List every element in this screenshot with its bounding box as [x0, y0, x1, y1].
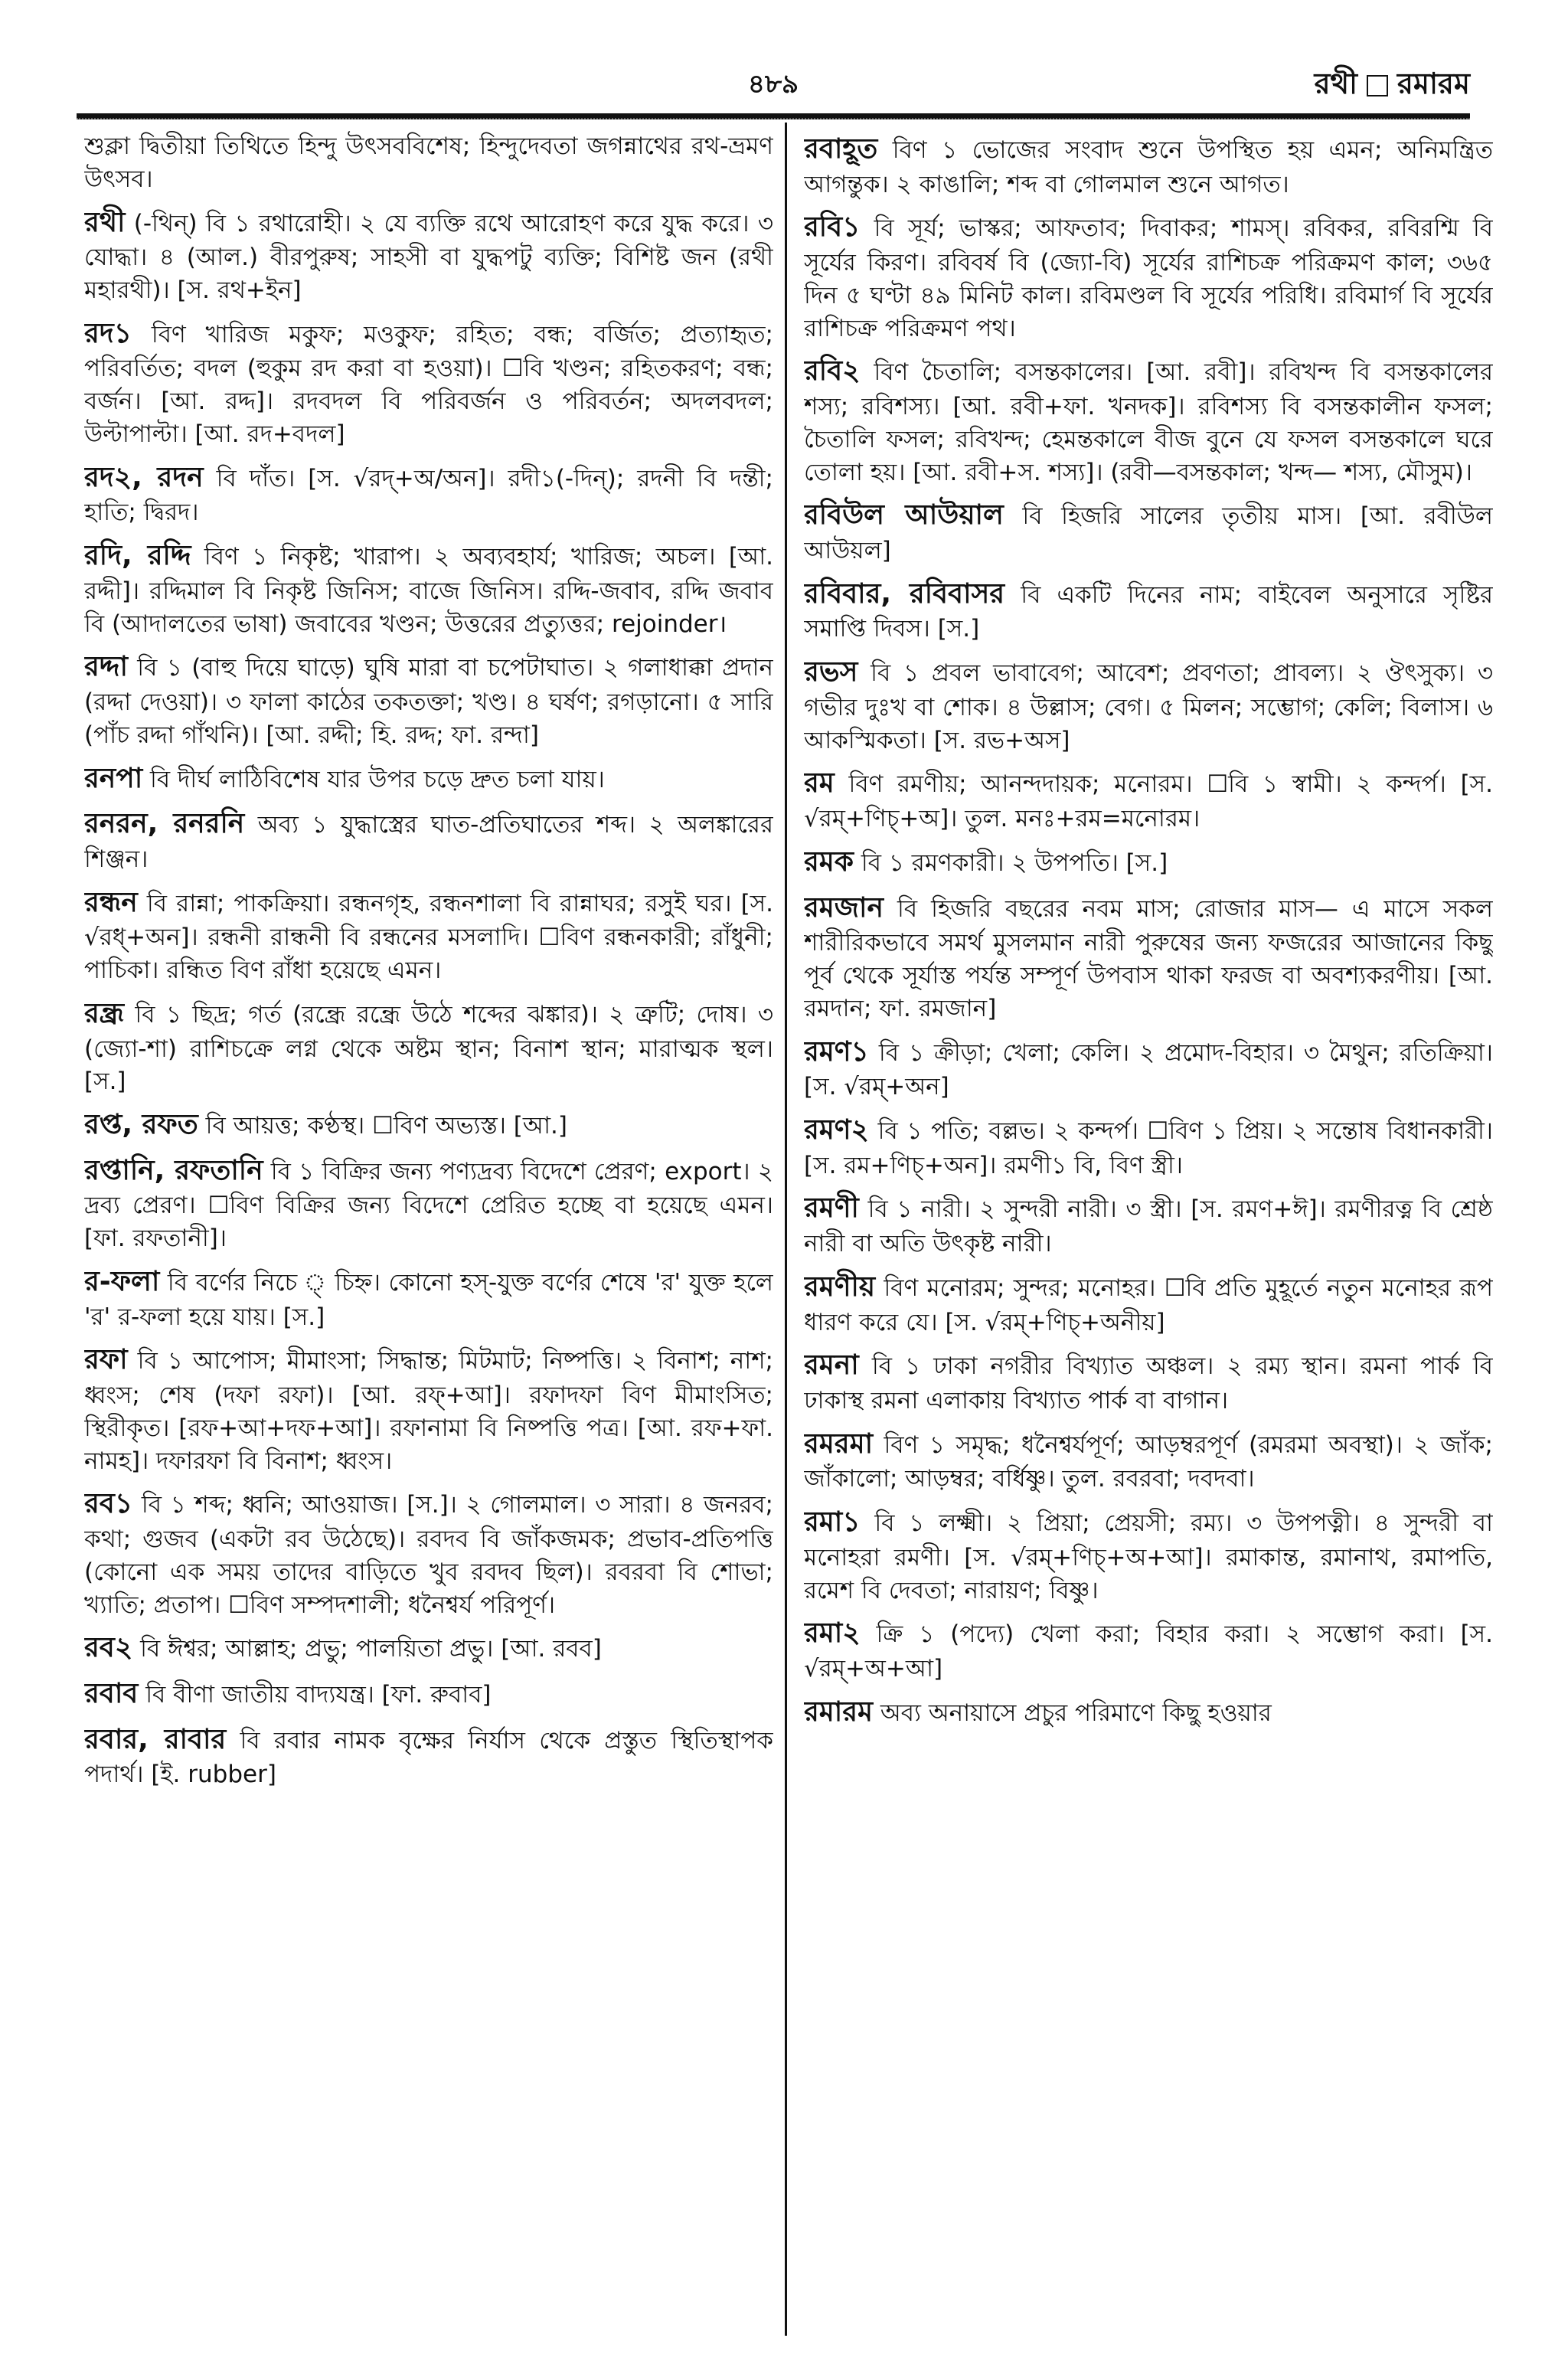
entry-definition: বি হিজরি বছরের নবম মাস; রোজার মাস— এ মাসে সকল শারীরিকভাবে সমর্থ মুসলমান নারী পুরুষের জন্য ফজরের আজানের কিছু পূর্ব থেকে সূর্যাস্ত পর্যন্ত সম্পূর্ণ উপবাস থাকা ফরজ বা অবশ্যকরণীয়। [আ. রমদান; ফা. রমজান] — [804, 894, 1493, 1022]
entry-headword: রমণী — [804, 1192, 859, 1225]
entry-definition: বিণ রমণীয়; আনন্দদায়ক; মনোরম। ☐বি ১ স্বামী। ২ কন্দর্প। [স. √রম্+ণিচ্+অ]। তুল. মনঃ+রম=মনোরম। — [804, 770, 1493, 833]
entry-headword: রব২ — [84, 1632, 133, 1664]
dictionary-entry — [804, 1189, 1493, 1260]
entry-definition: বি একটি দিনের নাম; বাইবেল অনুসারে সৃষ্টির সমাপ্তি দিবস। [স.] — [804, 580, 1493, 643]
dictionary-entry — [84, 760, 773, 798]
dictionary-entry — [84, 315, 773, 451]
entry-definition: বি বীণা জাতীয় বাদ্যযন্ত্র। [ফা. রুবাব] — [145, 1680, 492, 1709]
dictionary-entry — [804, 575, 1493, 646]
entry-headword: রমা১ — [804, 1506, 861, 1539]
dictionary-entry — [84, 1263, 773, 1333]
entry-definition: বিণ চৈতালি; বসন্তকালের। [আ. রবী]। রবিখন্দ বি বসন্তকালের শস্য; রবিশস্য। [আ. রবী+ফা. খনদক]। রবিশস্য বি বসন্তকালীন ফসল; চৈতালি ফসল; রবিখন্দ; হেমন্তকালে বীজ বুনে যে ফসল বসন্তকালে ঘরে তোলা হয়। [আ. রবী+স. শস্য]। (রবী—বসন্তকাল; খন্দ— শস্য, মৌসুম)। — [804, 358, 1493, 486]
entry-definition: বি হিজরি সালের তৃতীয় মাস। [আ. রবীউল আউয়ল] — [804, 502, 1493, 565]
entry-definition: বিণ ১ নিকৃষ্ট; খারাপ। ২ অব্যবহার্য; খারিজ; অচল। [আ. রদ্দী]। রদ্দিমাল বি নিকৃষ্ট জিনিস; বাজে জিনিস। রদ্দি-জবাব, রদ্দি জবাব বি (আদালতের ভাষা) জবাবের খণ্ডন; উত্তরের প্রত্যুত্তর; rejoinder। — [84, 543, 773, 638]
entry-headword: রমারম — [804, 1695, 874, 1728]
dictionary-entry — [804, 1614, 1493, 1685]
entry-definition: বিণ মনোরম; সুন্দর; মনোহর। ☐বি প্রতি মুহূর্তে নতুন মনোহর রূপ ধারণ করে যে। [স. √রম্+ণিচ্+অনীয়] — [804, 1274, 1493, 1336]
entry-definition: বি ১ ছিদ্র; গর্ত (রন্ধ্রে রন্ধ্রে উঠে শব্দের ঝঙ্কার)। ২ ত্রুটি; দোষ। ৩ (জ্যো-শা) রাশিচক্রে লগ্ন থেকে অষ্টম স্থান; বিনাশ স্থান; মারাত্মক স্থল। [স.] — [84, 1000, 773, 1096]
guide-word-first: রথী — [1314, 67, 1357, 100]
entry-headword: রদ১ — [84, 317, 132, 349]
page-number: ৪৮৯ — [747, 69, 799, 100]
dictionary-entry — [804, 208, 1493, 345]
left-column — [84, 130, 773, 2336]
entry-definition: বিণ ১ সমৃদ্ধ; ধনৈশ্বর্যপূর্ণ; আড়ম্বরপূর্ণ (রমরমা অবস্থা)। ২ জাঁক; জাঁকালো; আড়ম্বর; বর্ধিষ্ণু। তুল. রবরবা; দবদবা। — [804, 1431, 1493, 1493]
entry-headword: রবিবার, রবিবাসর — [804, 577, 1005, 610]
entry-headword: রবার, রাবার — [84, 1723, 227, 1755]
dictionary-entry — [804, 1503, 1493, 1607]
entry-definition: বি রবার নামক বৃক্ষের নির্যাস থেকে প্রস্তুত স্থিতিস্থাপক পদার্থ। [ই. rubber] — [84, 1726, 773, 1789]
dictionary-entry — [84, 130, 773, 196]
entry-headword: রবাব — [84, 1677, 139, 1709]
entry-headword: র-ফলা — [84, 1265, 160, 1297]
entry-headword: রফা — [84, 1344, 128, 1376]
dictionary-entry — [804, 764, 1493, 835]
entry-definition: বি ১ ক্রীড়া; খেলা; কেলি। ২ প্রমোদ-বিহার। ৩ মৈথুন; রতিক্রিয়া। [স. √রম্+অন] — [804, 1038, 1493, 1101]
dictionary-entry — [804, 352, 1493, 489]
dictionary-entry — [84, 1341, 773, 1477]
entry-headword: রনপা — [84, 762, 143, 794]
entry-definition: বি দীর্ঘ লাঠিবিশেষ যার উপর চড়ে দ্রুত চলা যায়। — [150, 765, 605, 793]
entry-headword: রদি, রদ্দি — [84, 540, 191, 572]
entry-definition: অব্য অনায়াসে প্রচুর পরিমাণে কিছু হওয়ার — [880, 1699, 1272, 1727]
dictionary-entry — [84, 884, 773, 987]
dictionary-entry — [804, 1033, 1493, 1104]
entry-headword: রমা২ — [804, 1617, 861, 1650]
entry-definition: বি রান্না; পাকক্রিয়া। রন্ধনগৃহ, রন্ধনশালা বি রান্নাঘর; রসুই ঘর। [স. √রধ্+অন]। রন্ধনী রান্ধনী বি রন্ধনের মসলাদি। ☐বিণ রন্ধনকারী; রাঁধুনী; পাচিকা। রন্ধিত বিণ রাঁধা হয়েছে এমন। — [84, 889, 773, 985]
entry-definition: বি ১ শব্দ; ধ্বনি; আওয়াজ। [স.]। ২ গোলমাল। ৩ সারা। ৪ জনরব; কথা; গুজব (একটা রব উঠেছে)। রবদব বি জাঁকজমক; প্রভাব-প্রতিপত্তি (কোনো এক সময় তাদের বাড়িতে খুব রবদব ছিল)। রবরবা বি শোভা; খ্যাতি; প্রতাপ। ☐বিণ সম্পদশালী; ধনৈশ্বর্য পরিপূর্ণ। — [84, 1491, 773, 1619]
entry-headword: রথী — [84, 206, 126, 238]
dictionary-entry — [804, 843, 1493, 881]
entry-definition: (-থিন্) বি ১ রথারোহী। ২ যে ব্যক্তি রথে আরোহণ করে যুদ্ধ করে। ৩ যোদ্ধা। ৪ (আল.) বীরপুরুষ; সাহসী বা যুদ্ধপটু ব্যক্তি; বিশিষ্ট জন (রথী মহারথী)। [স. রথ+ইন] — [84, 209, 773, 304]
column-divider — [785, 123, 787, 2336]
entry-definition: বি ১ প্রবল ভাবাবেগ; আবেশ; প্রবণতা; প্রাবল্য। ২ ঔৎসুক্য। ৩ গভীর দুঃখ বা শোক। ৪ উল্লাস; বেগ। ৫ মিলন; সম্ভোগ; কেলি; বিলাস। ৬ আকস্মিকতা। [স. রভ+অস] — [804, 659, 1493, 754]
entry-definition: শুক্লা দ্বিতীয়া তিথিতে হিন্দু উৎসববিশেষ; হিন্দুদেবতা জগন্নাথের রথ-ভ্রমণ উৎসব। — [84, 132, 773, 193]
guide-separator-icon — [1367, 75, 1388, 96]
entry-headword: রমরমা — [804, 1427, 874, 1460]
entry-headword: রন্ধন — [84, 886, 138, 918]
right-column — [804, 130, 1493, 2336]
entry-headword: রন্ধ্র — [84, 997, 125, 1029]
entry-definition: বিণ ১ ভোজের সংবাদ শুনে উপস্থিত হয় এমন; অনিমন্ত্রিত আগন্তুক। ২ কাঙালি; শব্দ বা গোলমাল শুনে আগত। — [804, 136, 1493, 198]
dictionary-entry — [804, 496, 1493, 567]
entry-definition: বি ঈশ্বর; আল্লাহ; প্রভু; পালয়িতা প্রভু। [আ. রবব] — [140, 1635, 602, 1663]
entry-headword: রমনা — [804, 1349, 859, 1382]
entry-headword: রপ্তানি, রফতানি — [84, 1154, 263, 1186]
dictionary-entry — [804, 889, 1493, 1025]
dictionary-entry — [804, 1111, 1493, 1182]
entry-definition: বি দাঁত। [স. √রদ্+অ/অন]। রদী১(-দিন্); রদনী বি দন্তী; হাতি; দ্বিরদ। — [84, 464, 773, 527]
entry-headword: রবি১ — [804, 211, 861, 244]
entry-definition: বি ১ আপোস; মীমাংসা; সিদ্ধান্ত; মিটমাট; নিষ্পত্তি। ২ বিনাশ; নাশ; ধ্বংস; শেষ (দফা রফা)। [আ. রফ্+আ]। রফাদফা বিণ মীমাংসিত; স্থিরীকৃত। [রফ+আ+দফ+আ]। রফানামা বি নিষ্পত্তি পত্র। [আ. রফ+ফা. নামহ]। দফারফা বি বিনাশ; ধ্বংস। — [84, 1347, 773, 1475]
entry-headword: রভস — [804, 656, 858, 688]
dictionary-entry — [804, 1346, 1493, 1417]
entry-definition: বি ১ (বাহু দিয়ে ঘাড়ে) ঘুষি মারা বা চপেটাঘাত। ২ গলাধাক্কা প্রদান (রদ্দা দেওয়া)। ৩ ফালা কাঠের তকতক্তা; খণ্ড। ৪ ঘর্ষণ; রগড়ানো। ৫ সারি (পাঁচ রদ্দা গাঁথনি)। [আ. রদ্দী; হি. রদ্দ; ফা. রন্দা] — [84, 654, 773, 749]
header-rule — [77, 113, 1470, 119]
entry-headword: রব১ — [84, 1488, 133, 1520]
dictionary-entry — [804, 1693, 1493, 1731]
entry-headword: রদ্দা — [84, 651, 128, 683]
guide-word-last: রমারম — [1396, 67, 1470, 100]
dictionary-entry — [804, 653, 1493, 757]
entry-definition: বি ১ লক্ষ্মী। ২ প্রিয়া; প্রেয়সী; রম্য। ৩ উপপত্নী। ৪ সুন্দরী বা মনোহরা রমণী। [স. √রম্+ণিচ্+অ+আ]। রমাকান্ত, রমানাথ, রমাপতি, রমেশ বি দেবতা; নারায়ণ; বিষ্ণু। — [804, 1509, 1493, 1604]
dictionary-entry — [84, 1485, 773, 1621]
dictionary-entry — [84, 1106, 773, 1144]
entry-headword: রমজান — [804, 891, 884, 924]
entry-definition: বি সূর্য; ভাস্কর; আফতাব; দিবাকর; শামস্। রবিকর, রবিরশ্মি বি সূর্যের কিরণ। রবিবর্ষ বি (জ্যো-বি) সূর্যের রাশিচক্র পরিক্রমণ কাল; ৩৬৫ দিন ৫ ঘণ্টা ৪৯ মিনিট কাল। রবিমণ্ডল বি সূর্যের পরিধি। রবিমার্গ বি সূর্যের রাশিচক্র পরিক্রমণ পথ। — [804, 214, 1493, 342]
entry-definition: বি ১ নারী। ২ সুন্দরী নারী। ৩ স্ত্রী। [স. রমণ+ঈ]। রমণীরত্ন বি শ্রেষ্ঠ নারী বা অতি উৎকৃষ্ট নারী। — [804, 1195, 1493, 1258]
entry-definition: বি ১ বিক্রির জন্য পণ্যদ্রব্য বিদেশে প্রেরণ; export। ২ দ্রব্য প্রেরণ। ☐বিণ বিক্রির জন্য বিদেশে প্রেরিত হচ্ছে বা হয়েছে এমন। [ফা. রফতানী]। — [84, 1157, 773, 1253]
entry-definition: ক্রি ১ (পদ্যে) খেলা করা; বিহার করা। ২ সম্ভোগ করা। [স. √রম্+অ+আ] — [804, 1620, 1493, 1683]
entry-definition: বি ১ পতি; বল্লভ। ২ কন্দর্প। ☐বিণ ১ প্রিয়। ২ সন্তোষ বিধানকারী। [স. রম+ণিচ্+অন]। রমণী১ বি, বিণ স্ত্রী। — [804, 1117, 1493, 1179]
dictionary-entry — [84, 1675, 773, 1713]
dictionary-entry — [84, 459, 773, 529]
dictionary-entry — [804, 1425, 1493, 1496]
entry-definition: বি বর্ণের নিচে ্ চিহ্ন। কোনো হস্-যুক্ত বর্ণের শেষে 'র' যুক্ত হলে 'র' র-ফলা হয়ে যায়। [স.] — [84, 1268, 773, 1331]
dictionary-entry — [804, 130, 1493, 201]
entry-headword: রনরন, রনরনি — [84, 808, 245, 840]
dictionary-entry — [84, 1152, 773, 1255]
guide-words — [1315, 61, 1470, 110]
dictionary-entry — [84, 1721, 773, 1791]
entry-definition: অব্য ১ যুদ্ধাস্ত্রের ঘাত-প্রতিঘাতের শব্দ। ২ অলঙ্কারের শিঞ্জন। — [84, 811, 773, 873]
dictionary-entry — [84, 1629, 773, 1667]
dictionary-entry — [84, 995, 773, 1098]
entry-headword: রদ২, রদন — [84, 461, 204, 493]
entry-headword: রপ্ত, রফত — [84, 1109, 198, 1141]
dictionary-entry — [84, 204, 773, 307]
entry-definition: বি আয়ত্ত; কণ্ঠস্থ। ☐বিণ অভ্যস্ত। [আ.] — [205, 1112, 567, 1140]
entry-headword: রম — [804, 767, 835, 800]
dictionary-entry — [84, 648, 773, 751]
entry-definition: বি ১ রমণকারী। ২ উপপতি। [স.] — [861, 849, 1168, 877]
entry-headword: রবি২ — [804, 355, 861, 387]
entry-headword: রমণীয় — [804, 1270, 876, 1303]
entry-headword: রবাহূত — [804, 133, 878, 165]
dictionary-entry — [84, 805, 773, 875]
entry-definition: বি ১ ঢাকা নগরীর বিখ্যাত অঞ্চল। ২ রম্য স্থান। রমনা পার্ক বি ঢাকাস্থ রমনা এলাকায় বিখ্যাত পার্ক বা বাগান। — [804, 1352, 1493, 1414]
page-header — [77, 46, 1470, 107]
entry-definition: বিণ খারিজ মকুফ; মওকুফ; রহিত; বন্ধ; বর্জিত; প্রত্যাহৃত; পরিবর্তিত; বদল (হুকুম রদ করা বা হওয়া)। ☐বি খণ্ডন; রহিতকরণ; বন্ধ; বর্জন। [আ. রদ্দ]। রদবদল বি পরিবর্জন ও পরিবর্তন; অদলবদল; উল্টাপাল্টা। [আ. রদ+বদল] — [84, 320, 773, 448]
dictionary-entry — [84, 537, 773, 640]
dictionary-entry — [804, 1268, 1493, 1339]
entry-headword: রমণ২ — [804, 1113, 869, 1146]
entry-headword: রমক — [804, 845, 854, 878]
entry-headword: রবিউল আউয়াল — [804, 499, 1004, 531]
entry-headword: রমণ১ — [804, 1035, 869, 1068]
